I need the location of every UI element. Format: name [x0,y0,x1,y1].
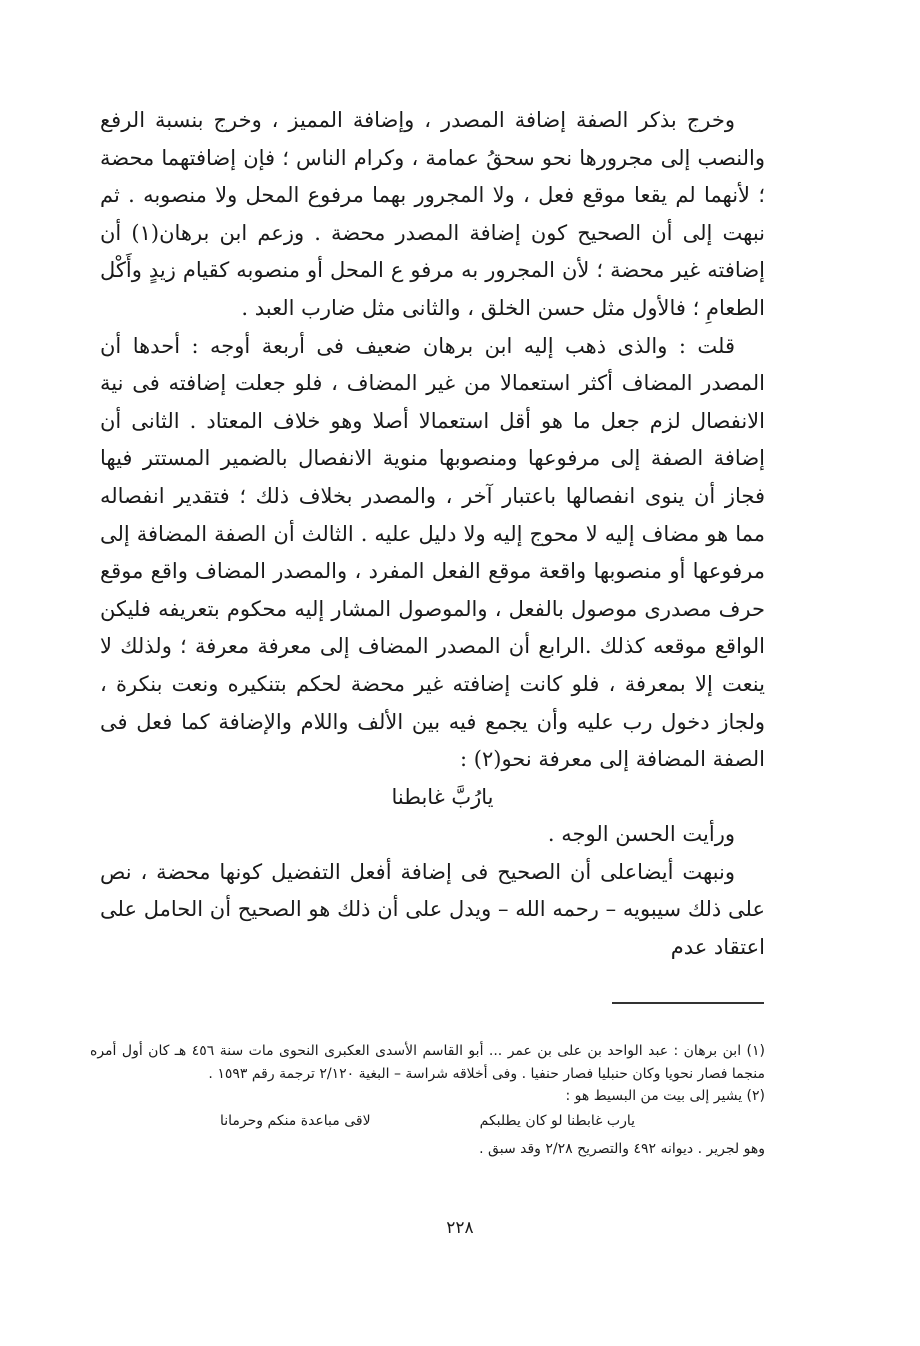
main-text-body [100,102,765,967]
footnote-1: (١) ابن برهان : عبد الواحد بن على بن عمر ... أبو القاسم الأسدى العكبرى النحوى مات سنة ٤٥٦ هـ كان أول أمره منجما فصار نحويا وكان حنبليا فصار حنفيا . وفى أخلاقه شراسة – البغية ٢/١٢٠ ترجمة رقم ١٥٩٣ . [90,1043,765,1082]
footnote-verse-first-hemistich: يارب غابطنا لو كان يطلبكم [479,1112,635,1129]
footnote-separator [612,1002,764,1004]
quoted-verse: يارُبَّ غابطنا [391,784,494,809]
footnote-verse-second-hemistich: لاقى مباعدة منكم وحرمانا [220,1112,371,1129]
footnote-verse [90,1110,765,1133]
paragraph-after-verse: ورأيت الحسن الوجه . [547,822,735,847]
page-number: ٢٢٨ [446,1218,474,1238]
paragraph-1: وخرج بذكر الصفة إضافة المصدر ، وإضافة المميز ، وخرج بنسبة الرفع والنصب إلى مجرورها نحو سحقُ عمامة ، وكرام الناس ؛ فإن إضافتهما محضة ؛ لأنهما لم يقعا موقع فعل ، ولا المجرور بهما مرفوع المحل ولا منصوبه . ثم نبهت إلى أن الصحيح كون إضافة المصدر محضة . وزعم ابن برهان(١) أن إضافته غير محضة ؛ لأن المجرور به مرفو ع المحل أو منصوبه كقيام زيدٍ وأَكْل الطعامِ ؛ فالأول مثل حسن الخلق ، والثانى مثل ضارب العبد . [100,108,765,320]
footnotes [90,1040,765,1161]
paragraph-2: قلت : والذى ذهب إليه ابن برهان ضعيف فى أربعة أوجه : أحدها أن المصدر المضاف أكثر استعمالا من غير المضاف ، فلو جعلت إضافته فى نية الانفصال لزم جعل ما هو أقل استعمالا أصلا وهو خلاف المعتاد . الثانى أن إضافة الصفة إلى مرفوعها ومنصوبها منوية الانفصال بالضمير المستتر فيها فجاز أن ينوى انفصالها باعتبار آخر ، والمصدر بخلاف ذلك ؛ فتقدير انفصاله مما هو مضاف إليه لا محوج إليه ولا دليل عليه . الثالث أن الصفة المضافة إلى مرفوعها أو منصوبها واقعة موقع الفعل المفرد ، والمصدر المضاف واقع موقع حرف مصدرى موصول بالفعل ، والموصول المشار إليه محكوم بتعريفه فليكن الواقع موقعه كذلك .الرابع أن المصدر المضاف إلى معرفة معرفة ؛ ولذلك لا ينعت إلا بمعرفة ، فلو كانت إضافته غير محضة لحكم بتنكيره ونعت بنكرة ، ولجاز دخول رب عليه وأن يجمع فيه بين الألف واللام والإضافة كما فعل فى الصفة المضافة إلى معرفة نحو(٢) : [100,333,765,772]
paragraph-3: ونبهت أيضاعلى أن الصحيح فى إضافة أفعل التفضيل كونها محضة ، نص على ذلك سيبويه – رحمه الله – ويدل على أن ذلك هو الصحيح أن الحامل على اعتقاد عدم [100,859,765,960]
footnote-2-source: وهو لجرير . ديوانه ٤٩٢ والتصريح ٢/٢٨ وقد سبق . [479,1141,765,1157]
footnote-2: (٢) يشير إلى بيت من البسيط هو : [565,1088,765,1104]
